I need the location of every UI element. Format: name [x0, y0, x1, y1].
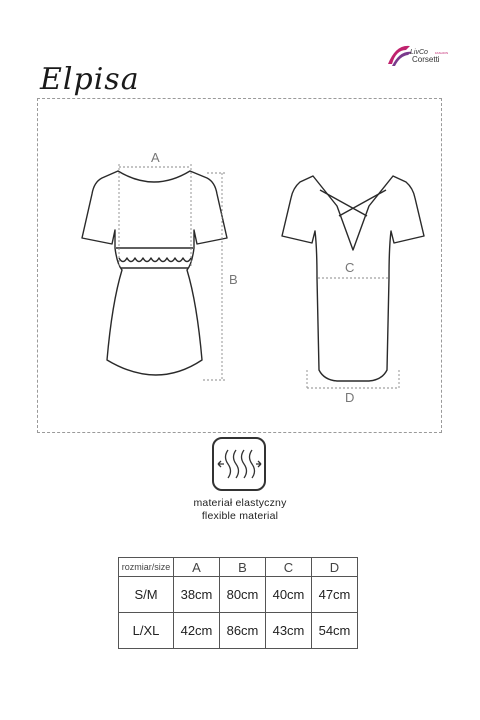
size-value: 42cm — [174, 613, 220, 649]
garment-diagram — [37, 98, 442, 433]
dim-label-b: B — [229, 272, 238, 287]
front-lace-trim — [119, 258, 191, 262]
stretch-material-icon — [212, 437, 266, 491]
size-name: L/XL — [119, 613, 174, 649]
size-table-header — [119, 558, 358, 577]
size-col-d: D — [312, 558, 358, 577]
size-value: 40cm — [266, 577, 312, 613]
size-value: 86cm — [220, 613, 266, 649]
size-col-b: B — [220, 558, 266, 577]
size-value: 80cm — [220, 577, 266, 613]
size-value: 54cm — [312, 613, 358, 649]
stretch-arrows-icon — [214, 439, 264, 489]
dim-label-c: C — [345, 260, 355, 275]
back-strap-1 — [320, 190, 367, 216]
table-row — [119, 613, 358, 649]
brand-logo — [386, 40, 456, 70]
size-table — [118, 557, 358, 649]
dim-label-a: A — [151, 150, 160, 165]
back-dimensions — [307, 278, 399, 388]
material-label-pl: materiał elastyczny — [193, 497, 287, 509]
logo-text-2: Corsetti — [412, 55, 440, 64]
product-title: Elpisa — [40, 62, 140, 97]
size-value: 38cm — [174, 577, 220, 613]
size-col-c: C — [266, 558, 312, 577]
logo-text-small: FASHION — [435, 51, 449, 55]
back-strap-2 — [339, 190, 386, 216]
back-outline — [282, 176, 424, 381]
front-dimensions — [119, 164, 226, 380]
front-view — [82, 171, 227, 375]
size-value: 43cm — [266, 613, 312, 649]
table-row — [119, 577, 358, 613]
front-outline — [82, 171, 227, 375]
back-view — [282, 176, 424, 381]
size-col-a: A — [174, 558, 220, 577]
dim-label-d: D — [345, 390, 355, 405]
size-table-corner: rozmiar/size — [119, 558, 174, 577]
logo-text-1: LivCo — [410, 49, 428, 56]
size-value: 47cm — [312, 577, 358, 613]
size-name: S/M — [119, 577, 174, 613]
material-label-en: flexible material — [201, 510, 279, 522]
